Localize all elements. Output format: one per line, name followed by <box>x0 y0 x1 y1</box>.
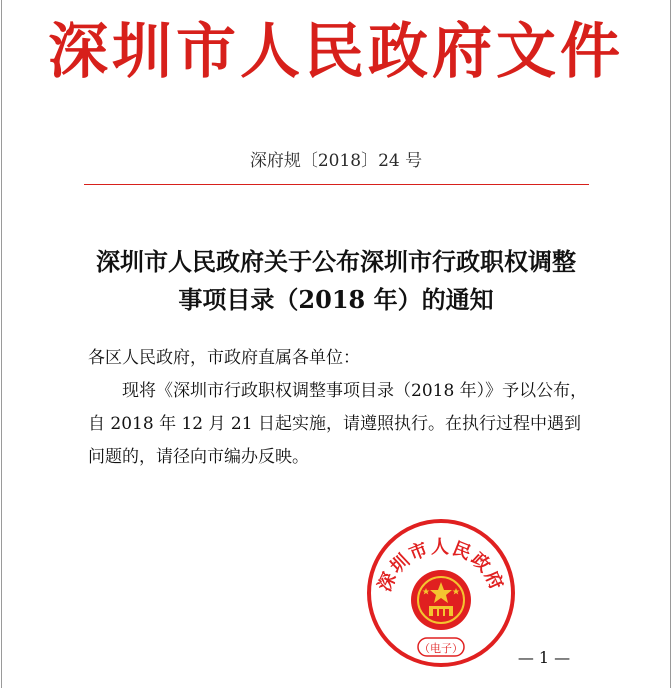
header-divider-line <box>84 184 589 185</box>
notice-title-line-1: 深圳市人民政府关于公布深圳市行政职权调整 <box>96 247 576 276</box>
seal-ring-text-path: 深圳市人民政府 <box>374 537 508 595</box>
document-number: 深府规〔2018〕24 号 <box>249 151 423 171</box>
page-right-border <box>670 0 671 688</box>
notice-title-line-2: 事项目录（2018 年）的通知 <box>178 285 494 314</box>
document-header-title: 深圳市人民政府文件 <box>48 17 624 87</box>
national-emblem-icon <box>411 570 471 630</box>
page-left-border <box>1 0 2 688</box>
page-number: — 1 — <box>517 648 571 667</box>
official-seal-icon <box>366 518 516 668</box>
body-line-1: 现将《深圳市行政职权调整事项目录（2018 年）》予以公布， <box>122 381 588 401</box>
body-line-2: 自 2018 年 12 月 21 日起实施，请遵照执行。在执行过程中遇到 <box>88 414 581 434</box>
body-line-3: 问题的，请径向市编办反映。 <box>88 447 309 467</box>
salutation: 各区人民政府，市政府直属各单位： <box>88 348 360 368</box>
seal-electronic-label: （电子） <box>419 642 463 655</box>
